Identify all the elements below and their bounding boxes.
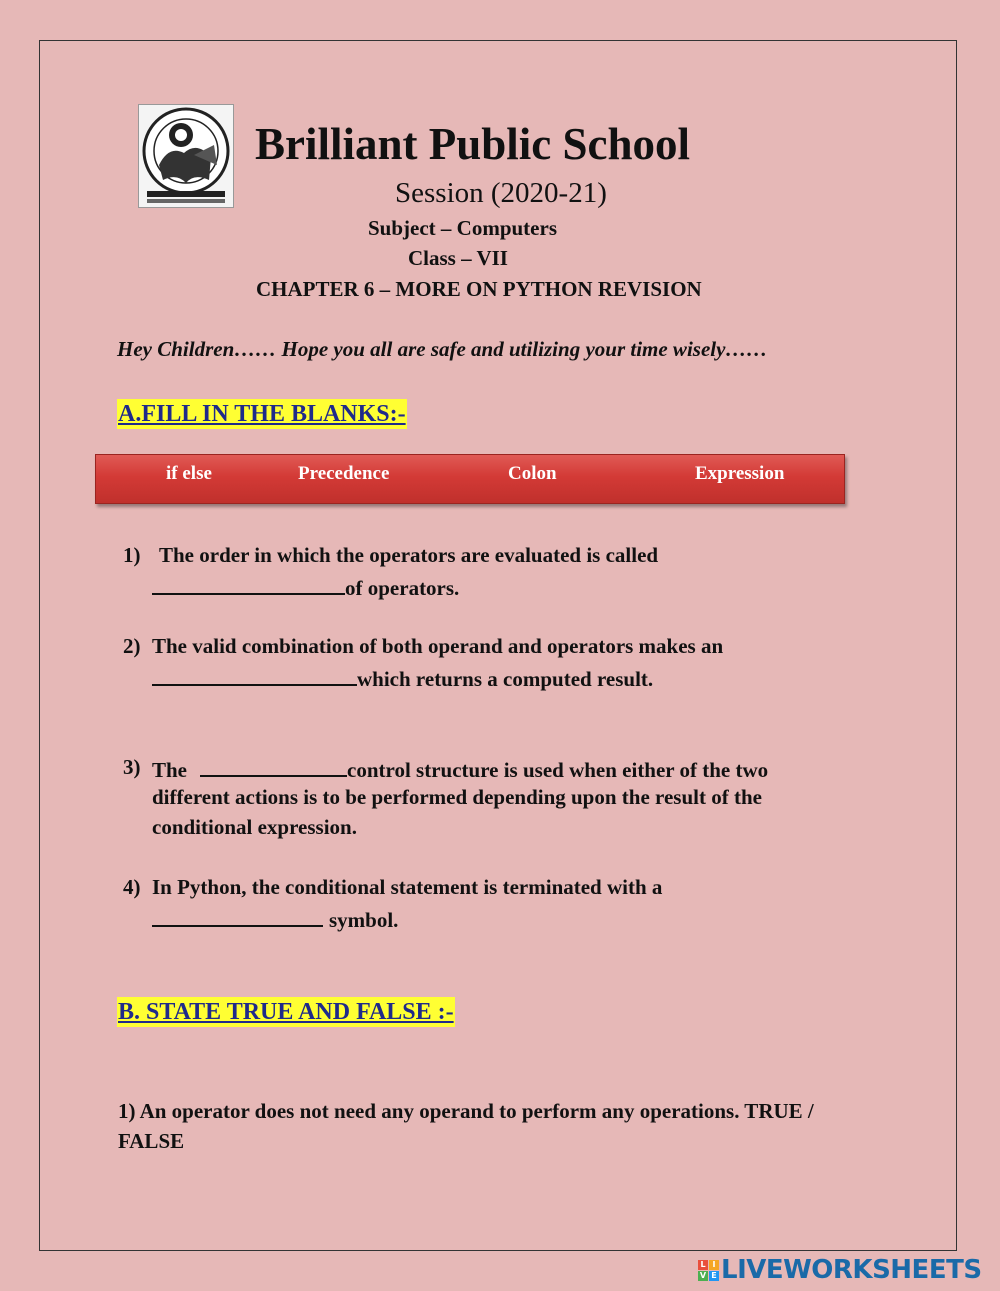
logo-letter: E: [709, 1271, 719, 1281]
answer-blank[interactable]: [152, 664, 357, 686]
section-b-heading: B. STATE TRUE AND FALSE :-: [118, 999, 454, 1025]
logo-letter: V: [699, 1270, 707, 1280]
question-text[interactable]: 1) An operator does not need any operand to perform any operations. TRUE /: [118, 1099, 814, 1123]
question-text: The order in which the operators are evaluated is called: [159, 543, 659, 567]
question-text: [152, 755, 768, 783]
word-bank-item[interactable]: Colon: [508, 463, 557, 484]
session-text: Session (2020-21): [395, 177, 607, 209]
logo-letter: L: [698, 1260, 708, 1270]
question-text-head: The: [152, 758, 188, 782]
chapter-title: CHAPTER 6 – MORE ON PYTHON REVISION: [256, 277, 702, 301]
question-number: 2): [123, 634, 141, 658]
school-name: Brilliant Public School: [255, 119, 691, 169]
subject-text: Subject – Computers: [368, 216, 557, 240]
question-text-tail: of operators.: [345, 576, 460, 600]
word-bank-item[interactable]: if else: [166, 463, 212, 484]
question-number: 3): [123, 755, 141, 779]
question-text: [152, 905, 398, 933]
answer-blank[interactable]: [152, 573, 345, 595]
liveworksheets-watermark: [698, 1256, 982, 1284]
question-text: The valid combination of both operand and operators makes an: [152, 634, 724, 658]
question-text-tail: which returns a computed result.: [357, 667, 654, 691]
answer-blank[interactable]: [152, 905, 323, 927]
section-a-heading: A.FILL IN THE BLANKS:-: [118, 401, 406, 427]
question-text: conditional expression.: [152, 815, 357, 839]
question-text: [152, 664, 653, 692]
word-bank-item[interactable]: Precedence: [298, 463, 390, 484]
question-text: In Python, the conditional statement is terminated with a: [152, 875, 663, 899]
question-number: 4): [123, 875, 141, 899]
word-bank: [95, 454, 845, 504]
word-bank-item[interactable]: Expression: [695, 463, 785, 484]
question-text[interactable]: FALSE: [118, 1129, 185, 1153]
answer-blank[interactable]: [200, 755, 347, 777]
question-text-tail: control structure is used when either of the two: [347, 758, 769, 782]
class-text: Class – VII: [408, 246, 508, 270]
greeting-text: Hey Children…… Hope you all are safe and utilizing your time wisely……: [117, 337, 768, 361]
liveworksheets-logo-icon: [698, 1260, 719, 1281]
question-text: different actions is to be performed depending upon the result of the: [152, 785, 762, 809]
school-logo: [138, 104, 234, 208]
question-text: [152, 573, 459, 601]
question-number: 1): [123, 543, 141, 567]
question-text-tail: symbol.: [329, 908, 399, 932]
logo-letter: I: [709, 1260, 719, 1270]
watermark-text: LIVEWORKSHEETS: [721, 1255, 982, 1285]
